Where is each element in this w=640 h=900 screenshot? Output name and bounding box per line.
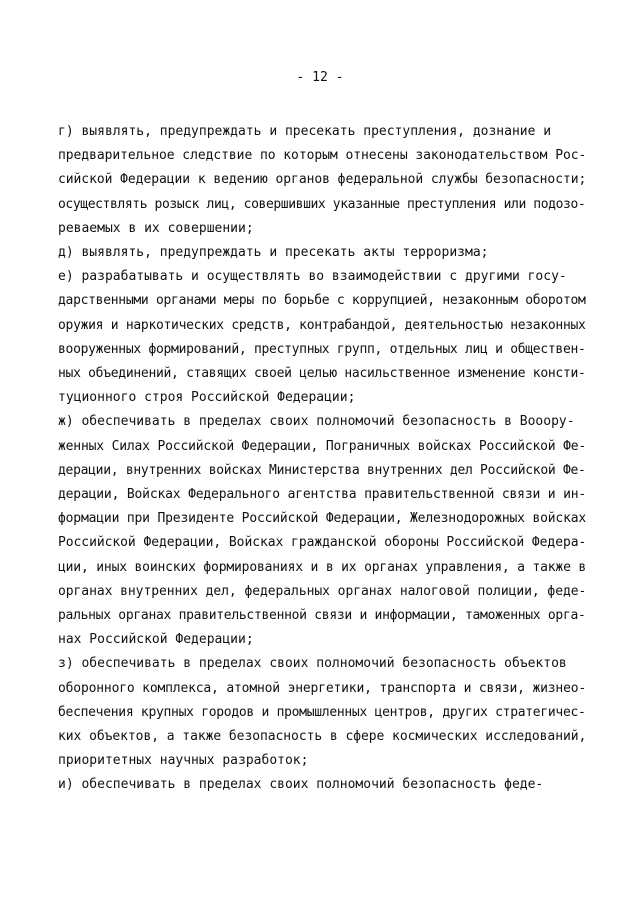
text-line: органах внутренних дел, федеральных органах налоговой полиции, феде-: [58, 583, 587, 599]
text-line: женных Силах Российской Федерации, Пограничных войсках Российской Фе-: [58, 438, 587, 454]
text-line: туционного строя Российской Федерации;: [58, 390, 356, 406]
text-line: нах Российской Федерации;: [58, 632, 254, 648]
text-line: дерации, внутренних войсках Министерства внутренних дел Российской Фе-: [58, 462, 586, 478]
text-line: и) обеспечивать в пределах своих полномочий безопасность феде-: [58, 777, 544, 793]
text-line: осуществлять розыск лиц, совершивших указанные преступления или подозо-: [58, 196, 586, 212]
text-line: ции, иных воинских формированиях и в их органах управления, а также в: [58, 559, 587, 575]
text-line: г) выявлять, предупреждать и пресекать преступления, дознание и: [58, 124, 552, 139]
text-line: ких объектов, а также безопасность в сфере космических исследований,: [58, 729, 587, 744]
text-line: ж) обеспечивать в пределах своих полномочий безопасность в Вооору-: [58, 414, 575, 430]
text-line: ральных органах правительственной связи и информации, таможенных орга-: [58, 608, 586, 623]
text-line: дарственными органами меры по борьбе с коррупцией, незаконным оборотом: [58, 293, 586, 309]
text-line: оборонного комплекса, атомной энергетики, транспорта и связи, жизнео-: [58, 680, 587, 696]
text-line: приоритетных научных разработок;: [58, 753, 309, 769]
text-line: з) обеспечивать в пределах своих полномочий безопасность объектов: [58, 656, 567, 672]
page-number: - 12 -: [296, 70, 344, 85]
text-line: беспечения крупных городов и промышленных центров, других стратегичес-: [58, 704, 586, 720]
text-line: предварительное следствие по которым отнесены законодательством Рос-: [58, 148, 587, 164]
text-line: вооруженных формирований, преступных групп, отдельных лиц и обществен-: [58, 341, 586, 357]
text-line: д) выявлять, предупреждать и пресекать акты терроризма;: [58, 245, 489, 260]
text-line: дерации, Войсках Федерального агентства правительственной связи и ин-: [58, 487, 587, 502]
text-line: Российской Федерации, Войсках гражданской обороны Российской Федера-: [58, 535, 587, 551]
text-line: сийской Федерации к ведению органов федеральной службы безопасности;: [58, 172, 587, 188]
text-line: ных объединений, ставящих своей целью насильственное изменение консти-: [58, 366, 586, 381]
text-line: формации при Президенте Российской Федерации, Железнодорожных войсках: [58, 511, 587, 527]
text-line: оружия и наркотических средств, контрабандой, деятельностью незаконных: [58, 317, 586, 333]
text-line: реваемых в их совершении;: [58, 220, 254, 236]
text-line: е) разрабатывать и осуществлять во взаимодействии с другими госу-: [58, 269, 567, 285]
